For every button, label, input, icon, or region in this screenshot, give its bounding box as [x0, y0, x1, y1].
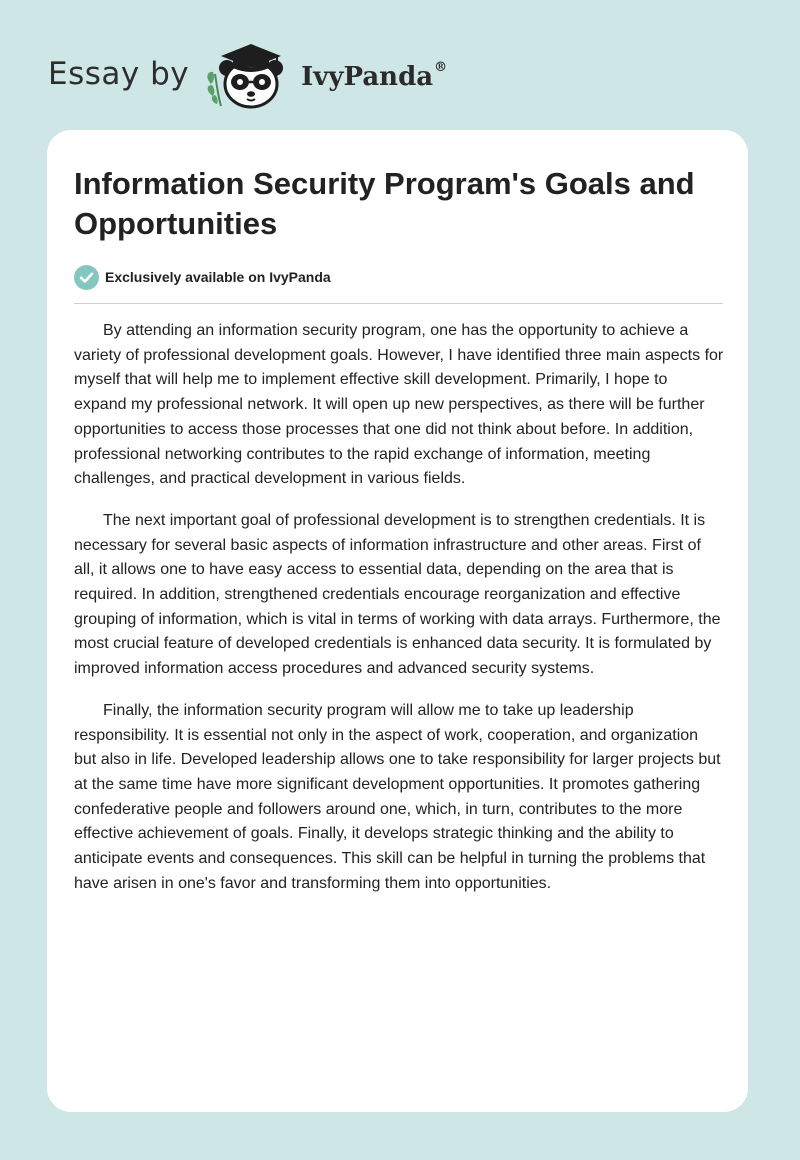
essay-body: [74, 319, 724, 913]
brand-name-text: IvyPanda: [301, 62, 434, 92]
brand-name[interactable]: [301, 62, 447, 92]
exclusive-badge: [74, 264, 331, 290]
paragraph-2: The next important goal of professional development is to strengthen credentials. It is necessary for several basic aspects of information infrastructure and other areas. First of all, it allows one to have easy access to essential data, depending on the area that is required. In addition, strengthened credentials encourage reorganization and effective grouping of information, which is vital in terms of working with data arrays. Furthermore, the most crucial feature of developed credentials is enhanced data security. It is formulated by improved information access procedures and advanced security systems.: [74, 511, 721, 678]
panda-graduate-logo-icon[interactable]: [203, 38, 299, 110]
page-title: Information Security Program's Goals and Opportunities: [74, 166, 695, 241]
exclusive-label: Exclusively available on IvyPanda: [105, 269, 331, 285]
divider: [74, 303, 723, 304]
paragraph-3: Finally, the information security program will allow me to take up leadership responsibility. It is essential not only in the aspect of work, cooperation, and organization but also in life. Developed leadership allows one to take responsibility for larger projects but at the same time have more significant development opportunities. It promotes gathering confederative people and followers around one, which, in turn, contributes to the more effective achievement of goals. Finally, it develops strategic thinking and the ability to anticipate events and consequences. This skill can be helpful in turning the problems that have arisen in one's favor and transforming them into opportunities.: [74, 701, 721, 892]
registered-mark: ®: [434, 60, 448, 75]
brand-header: [48, 38, 447, 110]
paragraph-1: By attending an information security program, one has the opportunity to achieve a variety of professional development goals. However, I have identified three main aspects for myself that will help me to implement effective skill development. Primarily, I hope to expand my professional network. It will open up new perspectives, as there will be further opportunities to access those processes that one did not think about before. In addition, professional networking contributes to the rapid exchange of information, meeting challenges, and practical development in various fields.: [74, 322, 724, 488]
essay-card: [47, 130, 748, 1112]
check-circle-icon: [74, 265, 99, 290]
essay-by-label: Essay by: [48, 56, 190, 92]
